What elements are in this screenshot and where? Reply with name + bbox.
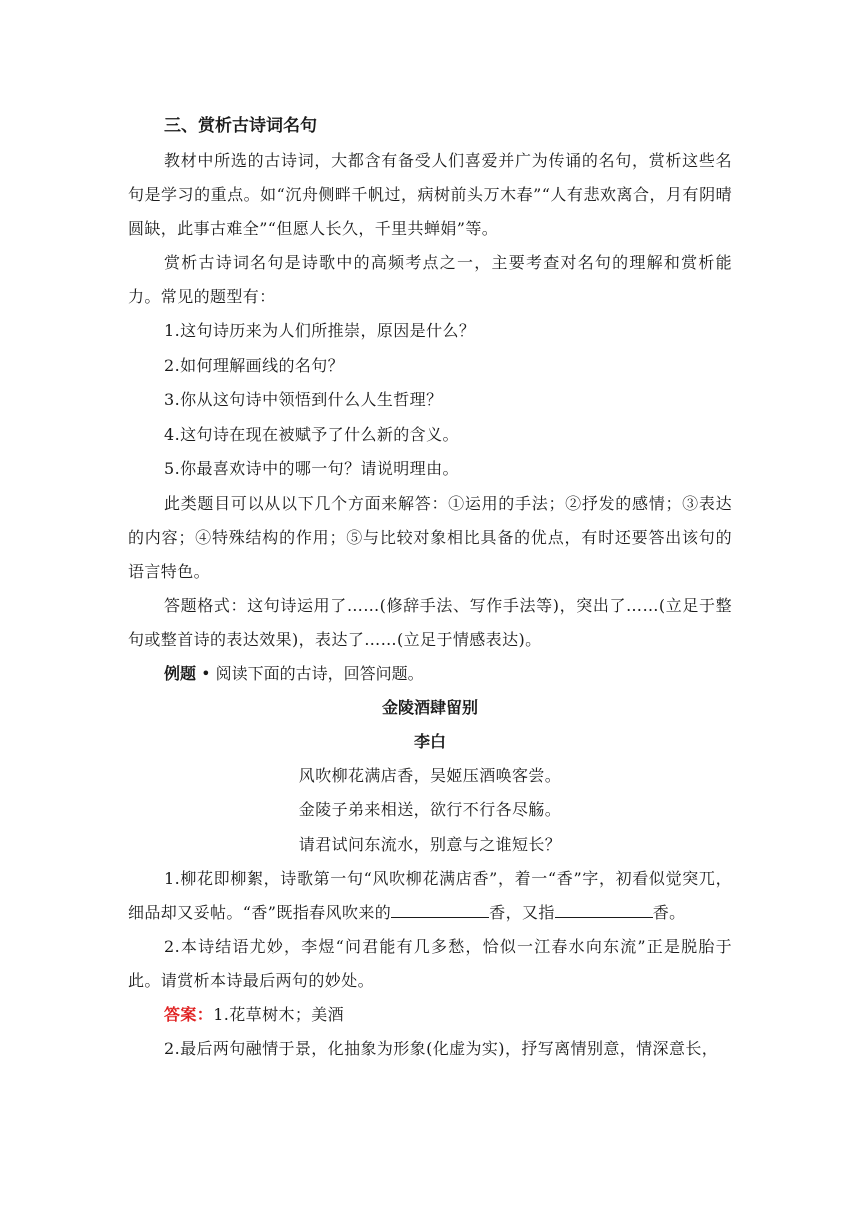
- section-heading: 三、赏析古诗词名句: [164, 116, 317, 136]
- question-type-item: 3.你从这句诗中领悟到什么人生哲理？: [164, 390, 443, 410]
- example-bullet: •: [201, 663, 211, 683]
- example-instruction: 阅读下面的古诗，回答问题。: [215, 663, 424, 683]
- question-1: [128, 862, 732, 930]
- question-type-list: [128, 314, 732, 487]
- answer-label: 答案：: [164, 1005, 214, 1025]
- question-1-text: 1.柳花即柳絮，诗歌第一句“风吹柳花满店香”，着一“香”字，初看似觉突兀，细品却又妥帖。“香”既指春风吹来的: [128, 869, 732, 923]
- question-1-text: 香。: [652, 903, 686, 923]
- question-1-text: 香，又指: [489, 903, 555, 923]
- poem-line: 风吹柳花满店香，吴姬压酒唤客尝。: [298, 765, 562, 785]
- poem-line: 请君试问东流水，别意与之谁短长？: [298, 834, 562, 854]
- answer-1-text: 1.花草树木；美酒: [213, 1005, 345, 1025]
- example-tag: 例题: [164, 663, 197, 683]
- poem-title: 金陵酒肆留别: [381, 697, 478, 717]
- answer-1: [128, 998, 732, 1032]
- question-type-item: 5.你最喜欢诗中的哪一句？请说明理由。: [164, 459, 459, 479]
- focus-paragraph: 赏析古诗词名句是诗歌中的高频考点之一，主要考查对名句的理解和赏析能力。常见的题型有：: [128, 253, 732, 306]
- poem-line: 金陵子弟来相送，欲行不行各尽觞。: [298, 800, 562, 820]
- answer-blank: [391, 899, 489, 918]
- question-type-item: 1.这句诗历来为人们所推崇，原因是什么？: [164, 321, 476, 340]
- format-paragraph: 答题格式：这句诗运用了……(修辞手法、写作手法等)，突出了……(立足于整句或整首诗的表达效果)，表达了……(立足于情感表达)。: [128, 595, 732, 649]
- answer-blank: [555, 899, 653, 918]
- question-type-item: 4.这句诗在现在被赋予了什么新的含义。: [164, 424, 459, 444]
- method-paragraph: 此类题目可以从以下几个方面来解答：①运用的手法；②抒发的感情；③表达的内容；④特殊结构的作用；⑤与比较对象相比具备的优点，有时还要答出该句的语言特色。: [128, 493, 732, 581]
- poem-author: 李白: [413, 731, 446, 751]
- question-2: 2.本诗结语尤妙，李煜“问君能有几多愁，恰似一江春水向东流”正是脱胎于此。请赏析本诗最后两句的妙处。: [128, 937, 732, 991]
- answer-2: 2.最后两句融情于景，化抽象为形象(化虚为实)，抒写离情别意，情深意长，: [164, 1039, 719, 1059]
- example-intro: [164, 657, 732, 691]
- intro-paragraph: 教材中所选的古诗词，大都含有备受人们喜爱并广为传诵的名句，赏析这些名句是学习的重点。如“沉舟侧畔千帆过，病树前头万木春”“人有悲欢离合，月有阴晴圆缺，此事古难全”“但愿人长久，千里共蝉娟”等。: [128, 151, 732, 238]
- question-type-item: 2.如何理解画线的名句？: [164, 355, 345, 375]
